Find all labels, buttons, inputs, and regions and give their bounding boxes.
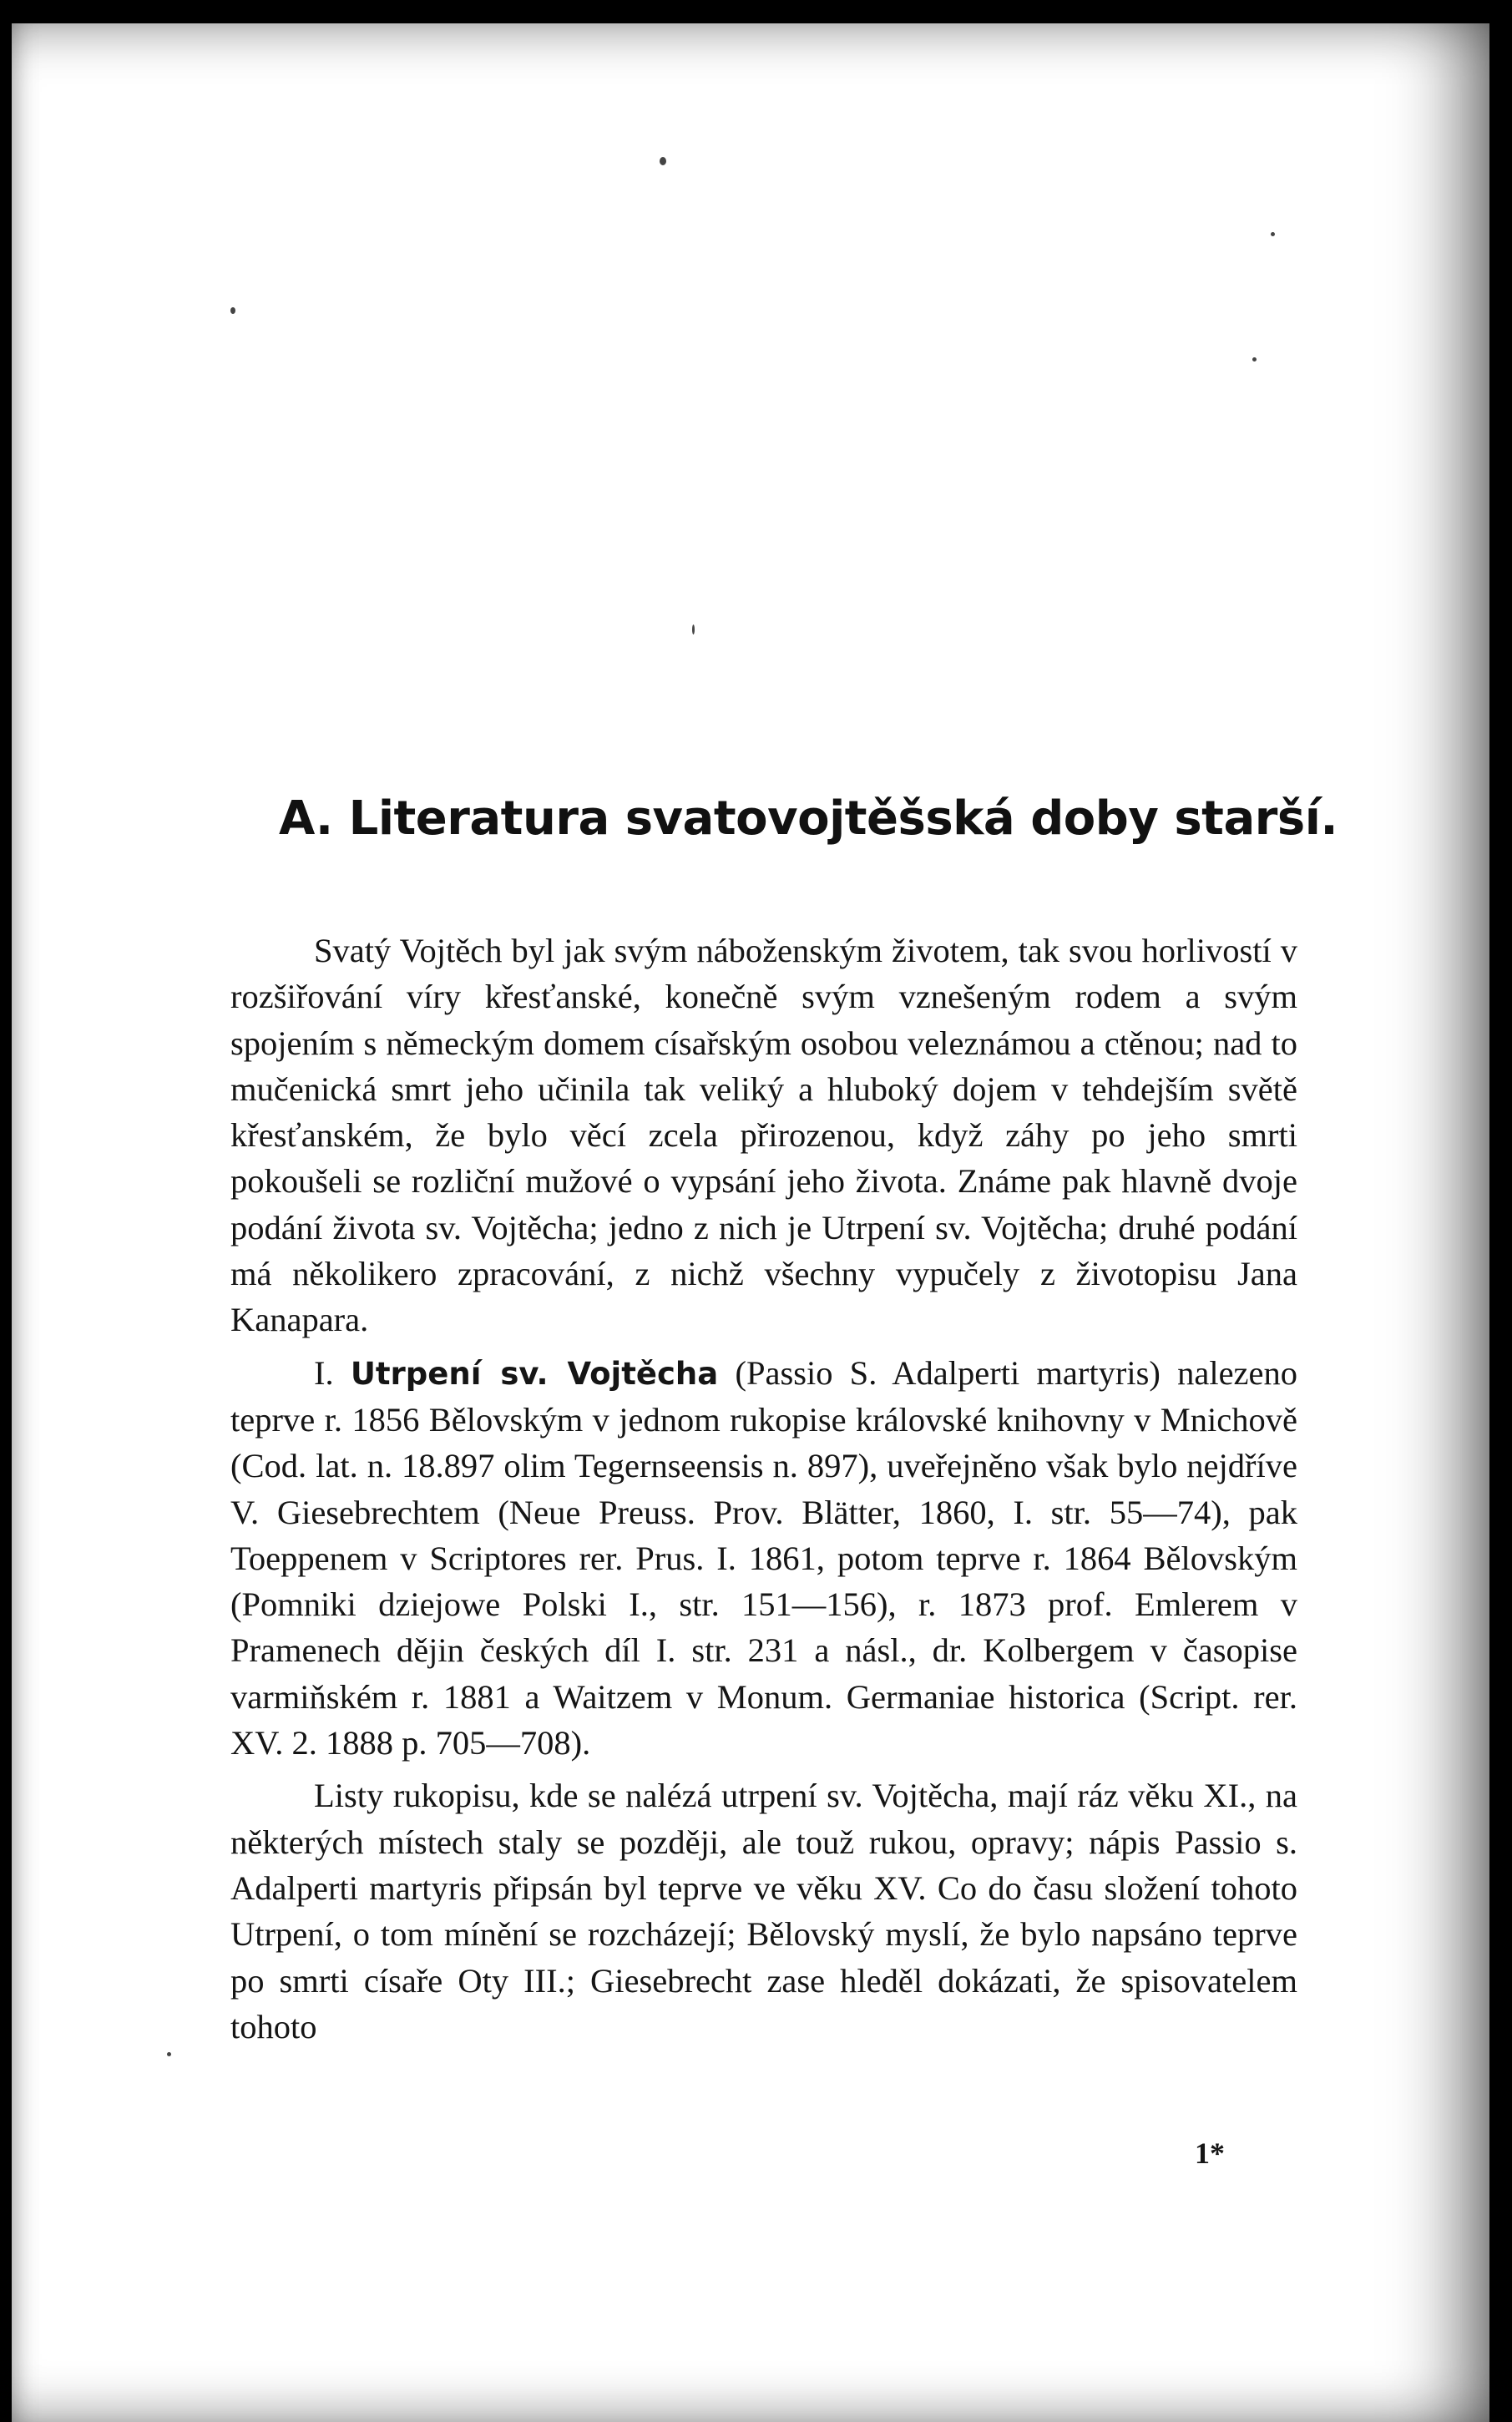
signature-mark: 1*: [1195, 2136, 1225, 2170]
paragraph-manuscript: Listy rukopisu, kde se nalézá utrpení sv. Vojtěcha, mají ráz věku XI., na některých místech staly se později, ale touž rukou, opravy; nápis Passio s. Adalperti martyris připsán byl teprve ve věku XV. Co do času složení tohoto Utrpení, o tom mínění se rozcházejí; Bělovský myslí, že bylo napsáno teprve po smrti císaře Oty III.; Giesebrecht zase hleděl dokázati, že spisovatelem tohoto: [230, 1777, 1297, 2045]
paragraph-intro: Svatý Vojtěch byl jak svým náboženským životem, tak svou horlivostí v rozšiřování víry křesťanské, konečně svým vznešeným rodem a svým spojením s německým domem císařským osobou veleznámou a ctěnou; nad to mučenická smrt jeho učinila tak veliký a hluboký dojem v tehdejším světě křesťanském, že bylo věcí zcela přirozenou, když záhy po jeho smrti pokoušeli se rozliční mužové o vypsání jeho života. Známe pak hlavně dvoje podání života sv. Vojtěcha; jedno z nich je Utrpení sv. Vojtěcha; druhé podání má několikero zpracování, z nichž všechny vypučely z životopisu Jana Kanapara.: [230, 932, 1297, 1339]
speck-2: [660, 157, 666, 165]
page-heading: A. Literatura svatovojtěšská doby starší.: [279, 791, 1338, 846]
speck-4: [1252, 357, 1257, 362]
speck-1: [230, 307, 235, 314]
speck-6: [167, 2052, 171, 2056]
document-page: [12, 23, 1489, 2422]
speck-5: [692, 624, 695, 635]
paragraph-prefix: I.: [314, 1353, 351, 1392]
body-text: [230, 928, 1297, 2050]
paragraph-utrpeni-text: (Passio S. Adalperti martyris) nalezeno teprve r. 1856 Bělovským v jednom rukopise královské knihovny v Mnichově (Cod. lat. n. 18.897 olim Tegernseensis n. 897), uveřejněno však bylo nejdříve V. Giesebrechtem (Neue Preuss. Prov. Blätter, 1860, I. str. 55—74), pak Toeppenem v Scriptores rer. Prus. I. 1861, potom teprve r. 1864 Bělovským (Pomniki dziejowe Polski I., str. 151—156), r. 1873 prof. Emlerem v Pramenech dějin českých díl I. str. 231 a násl., dr. Kolbergem v časopise varmiňském r. 1881 a Waitzem v Monum. Germaniae historica (Script. rer. XV. 2. 1888 p. 705—708).: [230, 1353, 1297, 1762]
section-title-utrpeni: Utrpení sv. Vojtěcha: [350, 1355, 719, 1392]
speck-3: [1271, 232, 1275, 236]
paragraph-utrpeni: [230, 1350, 1297, 1767]
